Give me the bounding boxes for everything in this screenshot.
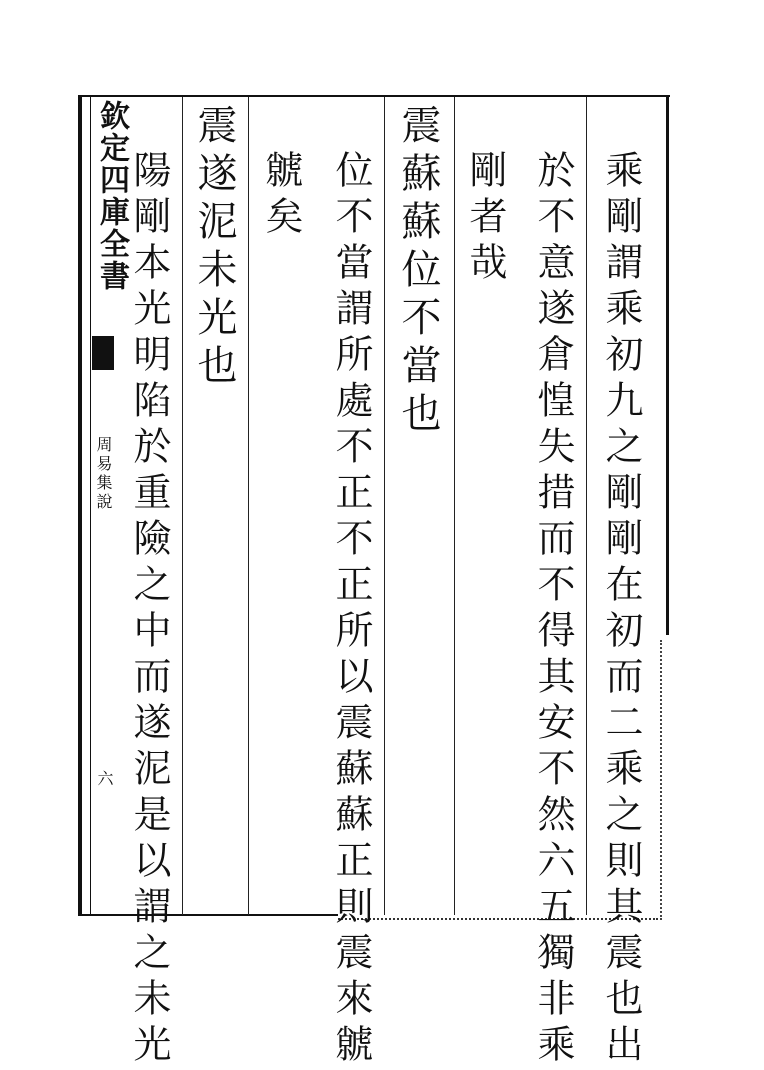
frame-border-bottom	[78, 914, 338, 916]
frame-border-top	[78, 95, 670, 97]
fish-tail-mark	[92, 336, 114, 370]
column-rule	[182, 97, 183, 915]
frame-border-right	[666, 95, 669, 635]
text-column-7: 震遂泥未光也	[191, 104, 237, 392]
frame-border-right-faded	[660, 640, 662, 920]
block-title: 欽定四庫全書	[94, 100, 129, 292]
text-column-5: 位不當謂所處不正不正所以震蘇蘇正則震來虩	[329, 150, 373, 1070]
text-column-4: 震蘇蘇位不當也	[395, 104, 441, 440]
column-rule	[454, 97, 455, 915]
column-rule	[248, 97, 249, 915]
page-number: 六	[95, 770, 114, 786]
frame-border-left-inner	[90, 96, 91, 916]
text-column-8: 陽剛本光明陷於重險之中而遂泥是以謂之未光	[127, 150, 171, 1070]
text-column-3: 剛者哉	[463, 150, 507, 288]
text-column-2: 於不意遂倉惶失措而不得其安不然六五獨非乘	[531, 150, 575, 1070]
text-column-1: 乘剛謂乘初九之剛剛在初而二乘之則其震也出	[599, 150, 643, 1070]
frame-border-left	[78, 96, 82, 916]
text-column-6: 虩矣	[259, 150, 303, 242]
column-rule	[586, 97, 587, 915]
book-title: 周易集說	[94, 436, 113, 512]
column-rule	[384, 97, 385, 915]
